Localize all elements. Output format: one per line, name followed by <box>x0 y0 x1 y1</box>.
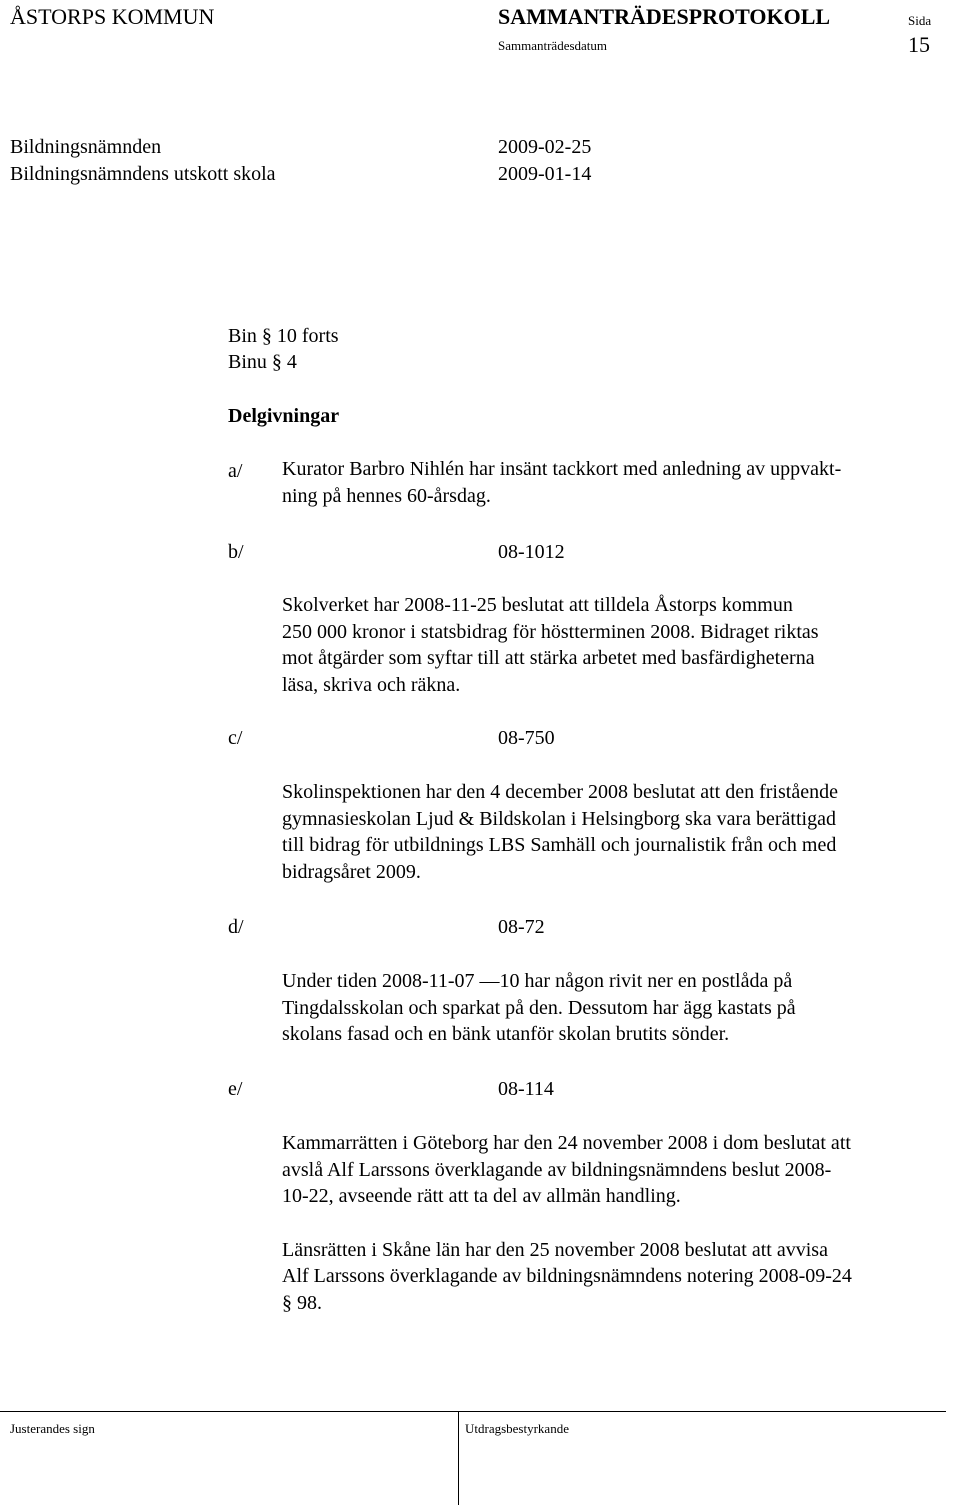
item-c-reference: 08-750 <box>498 727 555 749</box>
item-d-text <box>282 968 947 1048</box>
text-line: Under tiden 2008-11-07 —10 har någon rivit ner en postlåda på <box>282 970 793 992</box>
text-line: 10-22, avseende rätt att ta del av allmän handling. <box>282 1185 681 1207</box>
item-e-text <box>282 1130 947 1316</box>
body-name-2: Bildningsnämndens utskott skola <box>10 163 276 185</box>
body-date-2: 2009-01-14 <box>498 163 592 185</box>
item-e-label: e/ <box>228 1078 243 1100</box>
text-line: Alf Larssons överklagande av bildningsnämndens notering 2008-09-24 <box>282 1265 852 1287</box>
justerandes-sign-label: Justerandes sign <box>10 1421 95 1436</box>
item-e-reference: 08-114 <box>498 1078 554 1100</box>
agenda-heading: Delgivningar <box>228 405 340 427</box>
text-line: ning på hennes 60-årsdag. <box>282 484 491 507</box>
footer-divider <box>458 1411 459 1505</box>
utdragsbestyrkande-label: Utdragsbestyrkande <box>465 1421 569 1436</box>
text-line: Tingdalsskolan och sparkat på den. Dessutom har ägg kastats på <box>282 996 796 1019</box>
item-b-text <box>282 592 947 698</box>
text-line: Länsrätten i Skåne län har den 25 november 2008 beslutat att avvisa <box>282 1238 828 1261</box>
footer-top-rule <box>0 1411 946 1412</box>
body-name-1: Bildningsnämnden <box>10 136 162 158</box>
text-line: läsa, skriva och räkna. <box>282 673 461 696</box>
text-line: Kurator Barbro Nihlén har insänt tackkort med anledning av uppvakt- <box>282 458 842 480</box>
text-line: § 98. <box>282 1291 322 1314</box>
text-line: Kammarrätten i Göteborg har den 24 november 2008 i dom beslutat att <box>282 1132 851 1154</box>
text-line: 250 000 kronor i statsbidrag för höstterminen 2008. Bidraget riktas <box>282 620 819 643</box>
text-line: avslå Alf Larssons överklagande av bildningsnämndens beslut 2008- <box>282 1158 832 1181</box>
municipality-name: ÅSTORPS KOMMUN <box>10 4 215 29</box>
meeting-date-label: Sammanträdesdatum <box>498 38 608 53</box>
item-a-label: a/ <box>228 460 243 482</box>
item-d-label: d/ <box>228 916 244 938</box>
document-type: SAMMANTRÄDESPROTOKOLL <box>498 4 831 29</box>
item-a-text <box>282 456 947 509</box>
item-c-text <box>282 779 947 885</box>
text-line: till bidrag för utbildnings LBS Samhäll och journalistik från och med <box>282 834 837 856</box>
body-date-1: 2009-02-25 <box>498 136 592 158</box>
section-ref-binu: Binu § 4 <box>228 351 297 373</box>
text-line: Skolverket har 2008-11-25 beslutat att tilldela Åstorps kommun <box>282 594 793 616</box>
paragraph-gap <box>282 1210 947 1237</box>
item-c-label: c/ <box>228 727 243 749</box>
text-line: mot åtgärder som syftar till att stärka arbetet med basfärdigheterna <box>282 647 815 669</box>
text-line: Skolinspektionen har den 4 december 2008 beslutat att den fristående <box>282 781 838 803</box>
text-line: bidragsåret 2009. <box>282 860 421 883</box>
item-b-label: b/ <box>228 541 244 563</box>
text-line: skolans fasad och en bänk utanför skolan brutits sönder. <box>282 1023 730 1045</box>
section-ref-bin: Bin § 10 forts <box>228 325 339 347</box>
text-line: gymnasieskolan Ljud & Bildskolan i Helsingborg ska vara berättigad <box>282 807 836 830</box>
page-number: 15 <box>908 32 930 57</box>
item-d-reference: 08-72 <box>498 916 545 938</box>
page-label: Sida <box>908 13 932 28</box>
item-b-reference: 08-1012 <box>498 541 565 563</box>
